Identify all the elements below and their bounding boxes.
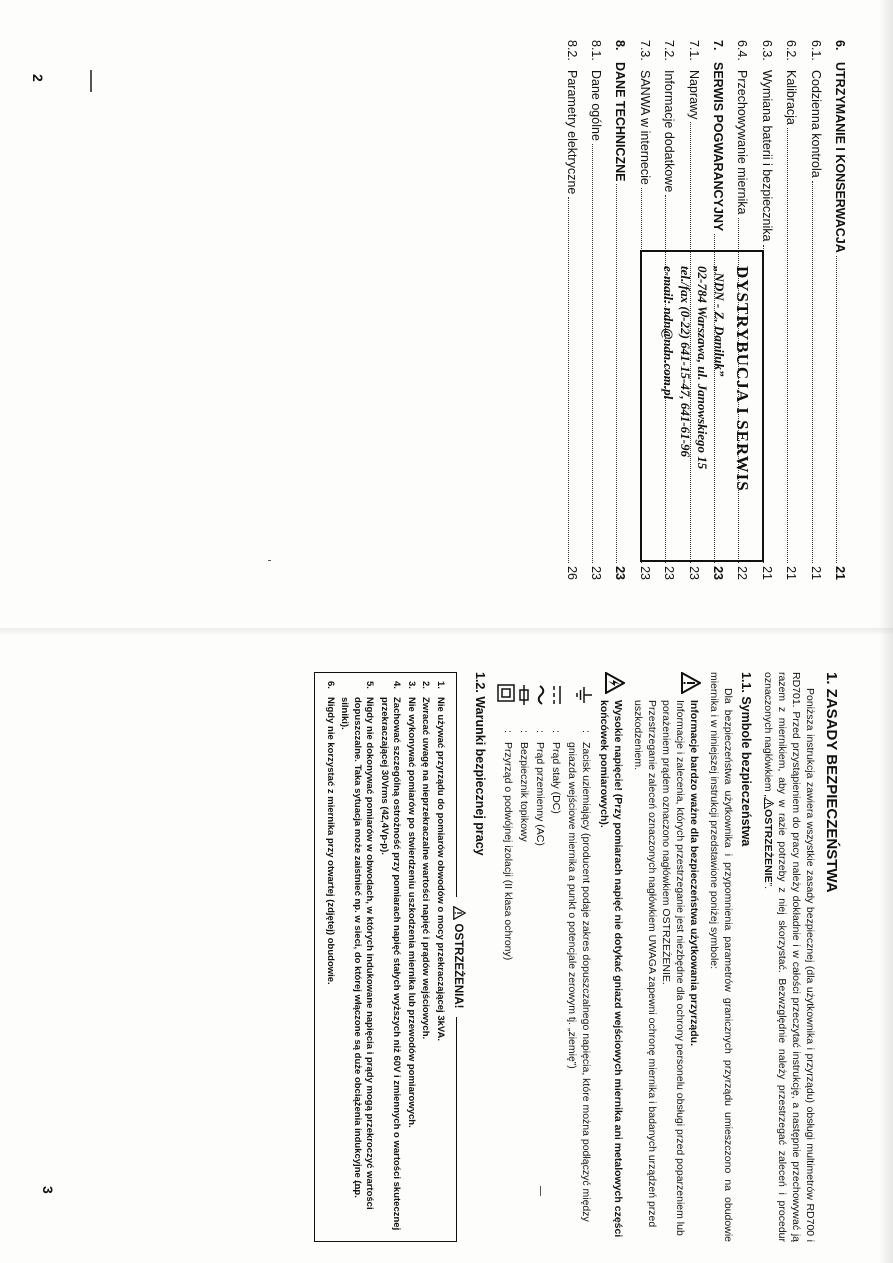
toc-title: Parametry elektryczne <box>564 70 579 195</box>
toc-leader <box>616 184 617 563</box>
toc-leader <box>568 197 569 563</box>
toc-number: 8.2. <box>564 40 579 61</box>
warning-number: 4. <box>391 681 403 689</box>
page-fold <box>0 628 893 634</box>
symbol-description: Zacisk uziemiający (producent podaje zakres dopuszczalnego napięcia, które można podłączyć między gniazda wejściowe miernika a punkt o potencjale zerowym tj. „ziemię”) <box>566 742 592 1222</box>
toc-number: 6.3. <box>759 40 774 61</box>
section-1-1-title: 1.1. Symbole bezpieczeństwa <box>739 672 753 847</box>
uwaga-info-text: Przestrzeganie zaleceń oznaczonych nagłówkiem UWAGA zapewni ochronę miernika i badanych urządzeń przed uszkodzeniem. <box>632 700 658 1228</box>
toc-number: 8.1. <box>588 40 603 61</box>
distributor-line: 02-784 Warszawa, ul. Janowskiego 15 <box>695 266 710 470</box>
warning-number: 6. <box>325 681 336 689</box>
warnings-box-title: OSTRZEŻENIA! <box>452 897 466 1017</box>
toc-page: 23 <box>686 566 701 580</box>
toc-page: 22 <box>735 566 750 580</box>
symbol-description: Bezpiecznik topikowy <box>518 742 530 842</box>
toc-row <box>803 40 827 580</box>
toc-page: 23 <box>613 566 628 580</box>
toc-row <box>584 40 608 580</box>
toc-title: Dane ogólne <box>588 70 603 141</box>
warning-text: Nie wykonywać pomiarów po stwierdzeniu uszkodzenia miernika lub przewodów pomiarowych. <box>406 697 417 1128</box>
warning-item <box>378 681 403 1233</box>
symbol-list <box>497 672 593 1242</box>
toc-number: 7.3. <box>637 40 652 61</box>
warning-item <box>434 681 447 1233</box>
toc-title: SANWA w internecie <box>637 70 652 185</box>
toc-page: 21 <box>759 566 774 580</box>
distributor-line: „NDN - Z. Daniluk” <box>712 266 727 377</box>
ac-icon <box>535 672 547 730</box>
toc-page: 23 <box>588 566 603 580</box>
toc-row <box>559 40 583 580</box>
warning-text: Zachować szczególną ostrożność przy pomiarach napięć stałych wyższych niż 60V i zmiennych o wartości skutecznej przekraczającej 30Vrms (42,4Vp-p). <box>379 697 403 1231</box>
warning-number: 5. <box>364 681 376 689</box>
section-1-2-title: 1.2. Warunki bezpiecznej pracy <box>473 672 487 856</box>
high-voltage-icon <box>605 672 625 694</box>
distributor-line: tel./fax (0-22) 641-15-47, 641-61-96 <box>678 266 693 457</box>
symbol-row: : Przyrząd o podwójnej izolacji (II klasa ochrony) <box>497 672 515 1242</box>
warning-text: Nigdy nie dokonywać pomiarów w obwodach, w których indukowane napięcia i prądy mogą przekroczyć wartości dopuszczalne. Taka sytuacja może zaistnieć np. w sieci, do której włączone są duże obciążenia indukcyjne (np. silniki). <box>339 697 376 1210</box>
toc-title: Codzienna kontrola <box>808 70 823 178</box>
toc-number: 7.1. <box>686 40 701 61</box>
page-number-2: 2 <box>30 74 46 82</box>
warning-triangle-icon <box>764 798 774 809</box>
toc-number: 6.1. <box>808 40 823 61</box>
toc-title: Przechowywanie miernika <box>735 70 750 215</box>
warning-triangle-icon <box>453 906 466 920</box>
warning-item <box>419 681 432 1233</box>
toc-title: Wymiana baterii i bezpiecznika <box>759 70 774 242</box>
toc-page: 21 <box>808 566 823 580</box>
toc-leader <box>592 144 593 563</box>
warning-number: 3. <box>406 681 417 689</box>
warning-info-block <box>631 672 701 1242</box>
edge-shadow <box>879 0 893 1263</box>
toc-page: 23 <box>710 566 725 580</box>
toc-number: 7. <box>710 40 725 51</box>
page-3 <box>40 672 840 1242</box>
distributor-heading: DYSTRYBUCJA I SERWIS <box>733 266 752 492</box>
toc-row <box>828 40 852 580</box>
distributor-box <box>640 250 764 562</box>
page-number-3: 3 <box>40 1186 56 1194</box>
high-voltage-block <box>597 672 625 1242</box>
warning-text: Nie używać przyrządu do pomiarów obwodów o mocy przekraczającej 3kVA. <box>435 697 446 1042</box>
symbol-row: : Zacisk uziemiający (producent podaje zakres dopuszczalnego napięcia, które można podłączyć między gniazda wejściowe miernika a punkt o potencjale zerowym tj. „ziemię”) <box>565 672 593 1242</box>
toc-row <box>608 40 632 580</box>
symbol-row: : Bezpiecznik topikowy <box>517 672 531 1242</box>
toc-leader <box>787 128 788 563</box>
toc-number: 6.2. <box>784 40 799 61</box>
dc-icon <box>551 672 563 730</box>
toc-title: Kalibracja <box>784 70 799 125</box>
fuse-icon <box>517 672 531 730</box>
warning-number: 2. <box>420 681 432 689</box>
toc-number: 6.4. <box>735 40 750 61</box>
toc-title: UTRZYMANIE I KONSERWACJA <box>833 62 847 253</box>
page-2 <box>522 40 852 580</box>
warnings-list <box>324 681 447 1233</box>
warning-item <box>324 681 337 1233</box>
toc-title: SERWIS POGWARANCYJNY <box>710 62 725 232</box>
double-insulation-icon <box>497 672 515 730</box>
toc-page: 21 <box>784 566 799 580</box>
symbol-row: : Prąd stały (DC) <box>549 672 563 1242</box>
section-1-title: 1. ZASADY BEZPIECZEŃSTWA <box>823 672 840 893</box>
toc-page: 23 <box>662 566 677 580</box>
warning-number: 1. <box>435 681 446 689</box>
warning-triangle-icon <box>681 672 701 694</box>
symbols-intro: Dla bezpieczeństwa użytkownika i przypomnienia parametrów granicznych przyrządu umieszczono na obudowie miernika i w niniejszej instrukcji przedstawione poniżej symbole: <box>708 672 734 1242</box>
warning-item <box>405 681 418 1233</box>
toc-title: DANE TECHNICZNE <box>613 62 628 182</box>
toc-row <box>779 40 803 580</box>
toc-page: 21 <box>833 566 847 580</box>
symbol-description: Prąd przemienny (AC) <box>534 742 546 846</box>
distributor-line: e-mail: ndn@ndn.com.pl <box>661 266 676 400</box>
warnings-box <box>315 672 464 1242</box>
toc-title: Naprawy <box>686 70 701 120</box>
toc-leader <box>812 181 813 563</box>
high-voltage-text: Wysokie napięcie! (Przy pomiarach napięć nie dotykać gniazd wejściowych miernika ani metalowych części końcówek pomiarowych). <box>598 700 624 1238</box>
warning-text: Zwracać uwagę na nieprzekraczalne wartości napięć i prądów wejściowych. <box>420 697 432 1040</box>
warning-text: Nigdy nie korzystać z miernika przy otwartej (zdjętej) obudowie. <box>325 697 336 985</box>
warning-item <box>338 681 376 1233</box>
intro-paragraph: Poniższa instrukcja zawiera wszystkie zasady bezpiecznej (dla użytkownika i przyrządu) obsługi multimetrów RD700 i RD701. Przed przystąpieniem do pracy należy dokładnie i w całości przeczytać instrukcję, a następnie przechowywać ją razem z miernikiem, aby w razie potrzeby z niej skorzystać. Bezwzględnie należy przestrzegać zaleceń i procedur oznaczonych nagłówkiem „OSTRZEŻENIE”. <box>762 672 816 1242</box>
symbol-description: Przyrząd o podwójnej izolacji (II klasa ochrony) <box>502 742 514 961</box>
toc-leader <box>836 256 837 563</box>
toc-number: 8. <box>613 40 628 51</box>
symbol-row: : Prąd przemienny (AC) <box>533 672 547 1242</box>
toc-page: 23 <box>637 566 652 580</box>
toc-title: Informacje dodatkowe <box>662 70 677 193</box>
warning-info-heading: Informacje bardzo ważne dla bezpieczeństwa użytkowania przyrządu. <box>688 700 700 1047</box>
toc-number: 6. <box>833 40 847 51</box>
toc-page: 26 <box>564 566 579 580</box>
symbol-description: Prąd stały (DC) <box>550 742 562 814</box>
ground-icon <box>575 672 593 730</box>
warning-info-text: Informacje i zalecenia, których przestrzeganie jest niezbędne dla ochrony personelu obsługi przed poparzeniem lub porażeniem prądem oznaczono nagłówkiem OSTRZEŻENIE. <box>660 700 686 1236</box>
toc-number: 7.2. <box>662 40 677 61</box>
